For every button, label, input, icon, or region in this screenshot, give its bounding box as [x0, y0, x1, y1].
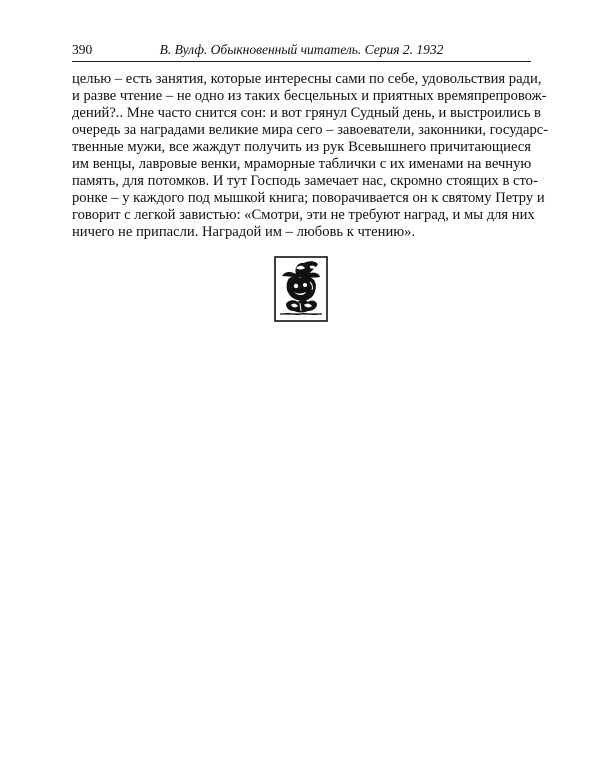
text-line: говорит с легкой завистью: «Смотри, эти не требуют наград, и мы для них: [72, 207, 535, 224]
running-header: [72, 41, 531, 59]
text-line: память, для потомков. И тут Господь замечает нас, скромно стоящих в сто-: [72, 173, 538, 190]
decorative-vignette-icon: [274, 256, 328, 322]
text-line: дений?.. Мне часто снится сон: и вот грянул Судный день, и выстроились в: [72, 105, 541, 122]
header-rule: [72, 61, 531, 62]
text-line: им венцы, лавровые венки, мраморные таблички с их именами на вечную: [72, 156, 532, 173]
text-line: и разве чтение – не одно из таких бесцельных и приятных времяпрепровож-: [72, 88, 547, 105]
text-line: твенные мужи, все жаждут получить из рук Всевышнего причитающиеся: [72, 139, 531, 156]
text-line: целью – есть занятия, которые интересны сами по себе, удовольствия ради,: [72, 71, 542, 87]
text-line: ничего не припасли. Наградой им – любовь к чтению».: [72, 224, 416, 241]
text-line: очередь за наградами великие мира сего – завоеватели, законники, государс-: [72, 122, 549, 139]
body-paragraph: [72, 71, 549, 241]
text-line: ронке – у каждого под мышкой книга; поворачивается он к святому Петру и: [72, 190, 545, 207]
running-title: В. Вулф. Обыкновенный читатель. Серия 2. 1932: [159, 42, 444, 57]
page-number: 390: [72, 42, 93, 57]
